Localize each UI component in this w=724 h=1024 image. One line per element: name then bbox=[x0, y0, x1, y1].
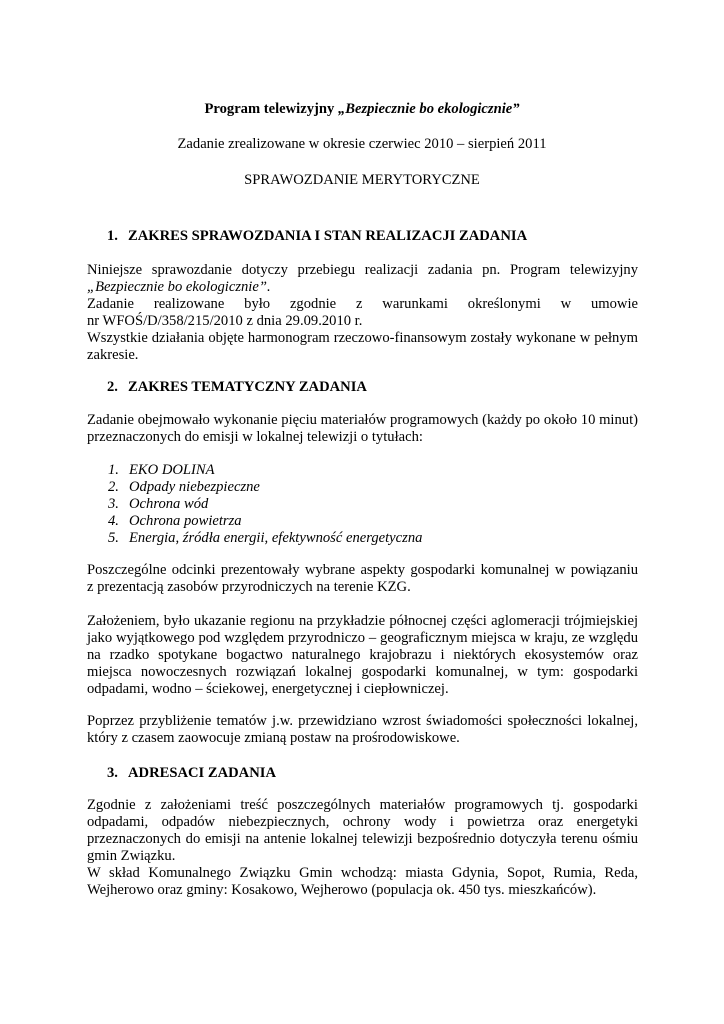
section-2-paragraph-3: Poprzez przybliżenie tematów j.w. przewidziano wzrost świadomości społeczności lokalnej, który z czasem zaowocuje zmianą postaw na prośrodowiskowe. bbox=[87, 713, 638, 746]
list-item: 1. EKO DOLINA bbox=[108, 462, 215, 478]
title-prefix: Program telewizyjny bbox=[204, 101, 338, 117]
list-item: 4. Ochrona powietrza bbox=[108, 513, 242, 529]
section-3-paragraph: Zgodnie z założeniami treść poszczególnych materiałów programowych tj. gospodarki odpadami, odpadów niebezpiecznych, ochrony wody i powietrza oraz energetyki przeznaczonych do emisji na antenie lokalnej telewizji bezpośrednio dotyczyła terenu ośmiu gmin Związku. W skład Komunalnego Związku Gmin wchodzą: miasta Gdynia, Sopot, Rumia, Reda, Wejherowo oraz gminy: Kosakowo, Wejherowo (populacja ok. 450 tys. mieszkańców). bbox=[87, 797, 638, 898]
program-title-list bbox=[108, 462, 422, 547]
report-label: SPRAWOZDANIE MERYTORYCZNE bbox=[244, 172, 480, 188]
list-item: 5. Energia, źródła energii, efektywność energetyczna bbox=[108, 530, 423, 546]
section-2-paragraph-2: Założeniem, było ukazanie regionu na przykładzie północnej części aglomeracji trójmiejskiej jako wyjątkowego pod względem przyrodniczo – geograficznym miejsca w kraju, ze względu na rzadko spotykane bogactwo naturalnego krajobrazu i niektórych ekosystemów oraz miejsca nowoczesnych rozwiązań lokalnej gospodarki komunalnej, w tym: gospodarki odpadami, wodno – ściekowej, energetycznej i ciepłowniczej. bbox=[87, 613, 638, 697]
document-title bbox=[0, 101, 724, 118]
section-2-paragraph-1: Poszczególne odcinki prezentowały wybrane aspekty gospodarki komunalnej w powiązaniu z prezentacją zasobów przyrodniczych na terenie KZG. bbox=[87, 562, 638, 595]
list-item: 3. Ochrona wód bbox=[108, 496, 209, 512]
section-1-paragraph: Niniejsze sprawozdanie dotyczy przebiegu realizacji zadania pn. Program telewizyjny „Bezpiecznie bo ekologicznie”. Zadanie realizowane było zgodnie z warunkami określonymi w umowie nr WFOŚ/D/358/215/2010 z dnia 29.09.2010 r. Wszystkie działania objęte harmonogram rzeczowo-finansowym zostały wykonane w pełnym zakresie. bbox=[87, 262, 638, 363]
section-2-intro: Zadanie obejmowało wykonanie pięciu materiałów programowych (każdy po około 10 minut) przeznaczonych do emisji w lokalnej telewizji o tytułach: bbox=[87, 412, 638, 445]
document-subtitle: Zadanie zrealizowane w okresie czerwiec 2010 – sierpień 2011 bbox=[177, 136, 547, 152]
section-heading-3: 3. ADRESACI ZADANIA bbox=[107, 765, 276, 781]
list-item: 2. Odpady niebezpieczne bbox=[108, 479, 260, 495]
section-heading-1: 1. ZAKRES SPRAWOZDANIA I STAN REALIZACJI ZADANIA bbox=[107, 228, 528, 244]
title-program-name: „Bezpiecznie bo ekologicznie” bbox=[337, 101, 520, 117]
section-heading-2: 2. ZAKRES TEMATYCZNY ZADANIA bbox=[107, 379, 367, 395]
